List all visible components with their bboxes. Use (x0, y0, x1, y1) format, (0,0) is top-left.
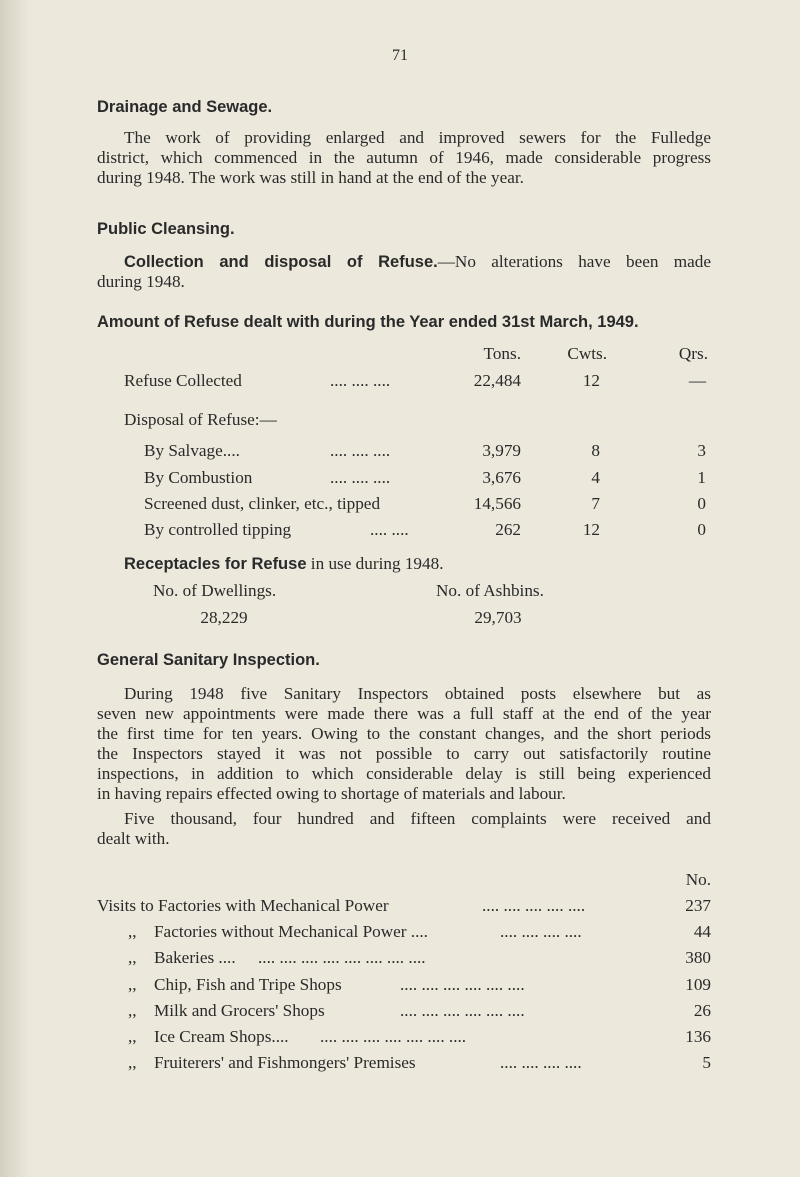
visit-value: 26 (693, 1001, 711, 1020)
refuse-row-tons: 262 (495, 520, 521, 539)
col-qrs-header: Qrs. (678, 344, 708, 363)
cleansing-subheading: Collection and disposal of Refuse. (124, 253, 438, 271)
drainage-paragraph (97, 128, 711, 188)
refuse-row-tons: 3,979 (482, 441, 521, 460)
ditto-mark: ,, (128, 975, 137, 994)
disposal-label: Disposal of Refuse:— (124, 410, 277, 429)
refuse-collected-tons: 22,484 (473, 371, 521, 390)
drainage-heading: Drainage and Sewage. (97, 98, 273, 116)
refuse-row-qrs: 0 (697, 494, 706, 513)
visit-value: 136 (685, 1027, 711, 1046)
inspection-line: the Inspectors stayed it was not possible to carry out satisfactorily routine (97, 744, 711, 763)
refuse-row-qrs: 1 (697, 468, 706, 487)
inspection-paragraph-1 (97, 684, 711, 804)
visit-dots: .... .... .... .... .... .... (400, 975, 525, 994)
col-tons-header: Tons. (483, 344, 521, 363)
page-edge-shadow (0, 0, 30, 1177)
visit-value: 5 (702, 1053, 711, 1072)
ditto-mark: ,, (128, 948, 137, 967)
visit-value: 380 (685, 948, 711, 967)
visit-dots: .... .... .... .... .... .... (400, 1001, 525, 1020)
visit-label: Milk and Grocers' Shops (154, 1001, 325, 1020)
inspection-heading: General Sanitary Inspection. (97, 651, 320, 669)
refuse-row-cwts: 8 (591, 441, 600, 460)
ashbins-value: 29,703 (474, 608, 522, 627)
col-cwts-header: Cwts. (567, 344, 607, 363)
refuse-row-label: By Salvage.... (144, 441, 240, 460)
cleansing-line-2: during 1948. (97, 272, 185, 291)
ditto-mark: ,, (128, 922, 137, 941)
inspection-line: the first time for ten years. Owing to the constant changes, and the short periods (97, 724, 711, 743)
cleansing-line-1-text: —No alterations have been made (437, 252, 711, 271)
refuse-collected-qrs: — (688, 371, 706, 390)
visit-dots: .... .... .... .... .... (482, 896, 586, 915)
visit-value: 44 (693, 922, 711, 941)
refuse-row-tons: 14,566 (473, 494, 521, 513)
ditto-mark: ,, (128, 1001, 137, 1020)
inspection-line: in having repairs effected owing to shortage of materials and labour. (97, 784, 566, 803)
visit-dots: .... .... .... .... (500, 1053, 582, 1072)
visit-label: Ice Cream Shops.... (154, 1027, 289, 1046)
visit-label: Factories without Mechanical Power .... (154, 922, 428, 941)
ditto-mark: ,, (128, 1027, 137, 1046)
visits-no-header: No. (685, 870, 711, 889)
inspection-paragraph-2 (97, 809, 711, 849)
inspection-line: inspections, in addition to which considerable delay is still being experienced (97, 764, 711, 783)
refuse-row-tons: 3,676 (482, 468, 521, 487)
refuse-collected-dots: .... .... .... (330, 371, 391, 390)
refuse-row-dots: .... .... .... (330, 468, 391, 487)
visit-label: Fruiterers' and Fishmongers' Premises (154, 1053, 416, 1072)
complaints-line-1: Five thousand, four hundred and fifteen complaints were received and (124, 809, 711, 828)
receptacles-heading-line (124, 554, 444, 574)
visit-dots: .... .... .... .... .... .... .... (320, 1027, 467, 1046)
cleansing-heading: Public Cleansing. (97, 220, 235, 238)
refuse-collected-label: Refuse Collected (124, 371, 242, 390)
drainage-line-1: The work of providing enlarged and improved sewers for the Fulledge (124, 128, 711, 147)
visit-value: 237 (685, 896, 711, 915)
refuse-row-cwts: 12 (582, 520, 600, 539)
visit-dots: .... .... .... .... (500, 922, 582, 941)
complaints-line-2: dealt with. (97, 829, 170, 848)
inspection-line: seven new appointments were made there was a full staff at the end of the year (97, 704, 711, 723)
ditto-mark: ,, (128, 1053, 137, 1072)
refuse-row-dots: .... .... (370, 520, 409, 539)
visit-label: Visits to Factories with Mechanical Power (97, 896, 389, 915)
cleansing-line-1 (97, 252, 711, 272)
drainage-line-3: during 1948. The work was still in hand at the end of the year. (97, 168, 524, 187)
refuse-collected-cwts: 12 (582, 371, 600, 390)
inspection-line: During 1948 five Sanitary Inspectors obtained posts elsewhere but as (124, 684, 711, 703)
page-number: 71 (392, 47, 408, 64)
visit-value: 109 (685, 975, 711, 994)
receptacles-heading-rest: in use during 1948. (310, 554, 444, 573)
cleansing-paragraph (97, 252, 711, 292)
refuse-row-qrs: 0 (697, 520, 706, 539)
dwellings-value: 28,229 (200, 608, 248, 627)
refuse-row-dots: .... .... .... (330, 441, 391, 460)
refuse-row-cwts: 7 (591, 494, 600, 513)
visit-dots: .... .... .... .... .... .... .... .... (258, 948, 426, 967)
refuse-row-label: By Combustion (144, 468, 253, 487)
receptacles-heading: Receptacles for Refuse (124, 555, 307, 573)
drainage-line-2: district, which commenced in the autumn of 1946, made considerable progress (97, 148, 711, 167)
refuse-row-cwts: 4 (591, 468, 600, 487)
visit-label: Bakeries .... (154, 948, 236, 967)
ashbins-label: No. of Ashbins. (436, 581, 544, 600)
dwellings-label: No. of Dwellings. (153, 581, 277, 600)
refuse-heading: Amount of Refuse dealt with during the Year ended 31st March, 1949. (97, 313, 639, 331)
refuse-row-label: By controlled tipping (144, 520, 292, 539)
refuse-row-qrs: 3 (697, 441, 706, 460)
refuse-row-label: Screened dust, clinker, etc., tipped (144, 494, 381, 513)
visit-label: Chip, Fish and Tripe Shops (154, 975, 342, 994)
